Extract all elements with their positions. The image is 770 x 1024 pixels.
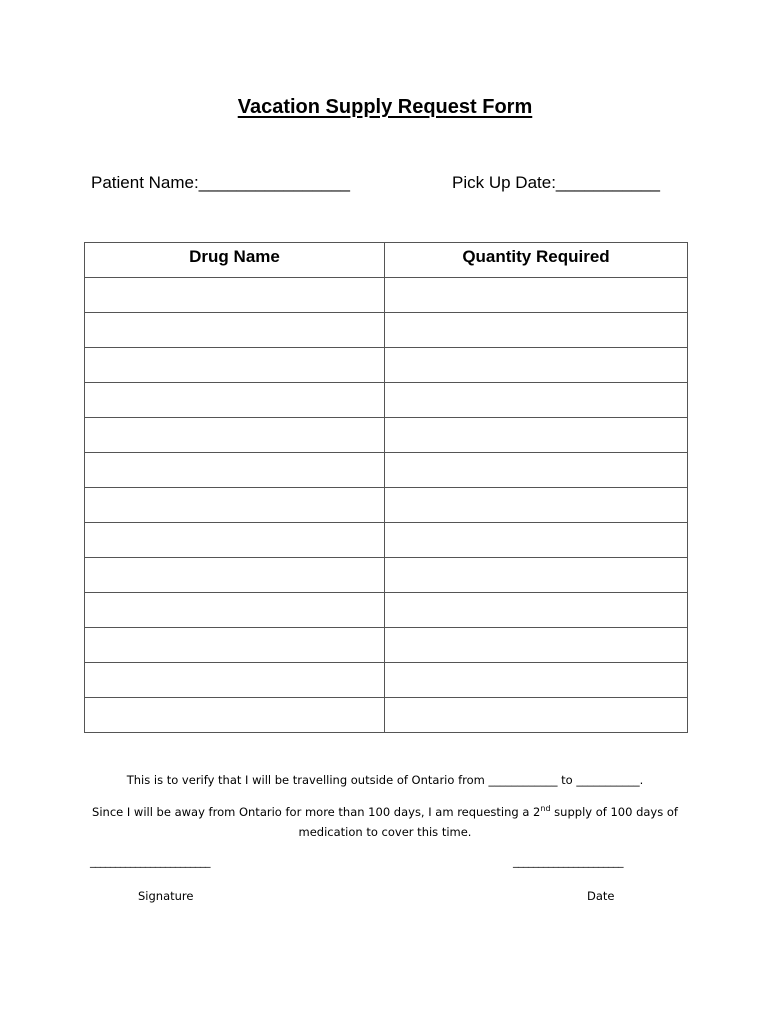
supply-request-text-line2: medication to cover this time. bbox=[298, 825, 472, 839]
supply-request-text: Since I will be away from Ontario for more than 100 days, I am requesting a 2 bbox=[92, 805, 541, 819]
drug-name-cell[interactable] bbox=[85, 348, 385, 383]
table-header-row bbox=[85, 243, 688, 278]
travel-verification-statement: This is to verify that I will be travelling outside of Ontario from ____________ to ___________. bbox=[126, 773, 644, 787]
quantity-cell[interactable] bbox=[385, 418, 688, 453]
drug-name-cell[interactable] bbox=[85, 593, 385, 628]
supply-request-statement bbox=[0, 802, 770, 842]
table-row bbox=[85, 383, 688, 418]
table-row bbox=[85, 663, 688, 698]
drug-name-cell[interactable] bbox=[85, 663, 385, 698]
drug-name-cell[interactable] bbox=[85, 628, 385, 663]
supply-request-text-end: supply of 100 days of bbox=[550, 805, 678, 819]
pickup-date-field[interactable]: Pick Up Date:___________ bbox=[452, 173, 660, 192]
drug-name-cell[interactable] bbox=[85, 523, 385, 558]
table-row bbox=[85, 558, 688, 593]
quantity-cell[interactable] bbox=[385, 313, 688, 348]
drug-name-cell[interactable] bbox=[85, 313, 385, 348]
drug-table bbox=[84, 242, 688, 733]
quantity-cell[interactable] bbox=[385, 628, 688, 663]
table-row bbox=[85, 313, 688, 348]
table-row bbox=[85, 593, 688, 628]
signature-label: Signature bbox=[138, 889, 194, 903]
table-row bbox=[85, 628, 688, 663]
drug-name-cell[interactable] bbox=[85, 383, 385, 418]
table-row bbox=[85, 418, 688, 453]
form-title: Vacation Supply Request Form bbox=[237, 96, 533, 118]
quantity-cell[interactable] bbox=[385, 383, 688, 418]
drug-name-cell[interactable] bbox=[85, 558, 385, 593]
drug-name-cell[interactable] bbox=[85, 698, 385, 733]
drug-name-header: Drug Name bbox=[85, 243, 385, 278]
table-row bbox=[85, 453, 688, 488]
drug-name-cell[interactable] bbox=[85, 418, 385, 453]
quantity-cell[interactable] bbox=[385, 523, 688, 558]
quantity-cell[interactable] bbox=[385, 278, 688, 313]
table-row bbox=[85, 698, 688, 733]
date-label: Date bbox=[587, 889, 615, 903]
patient-name-field[interactable]: Patient Name:________________ bbox=[91, 173, 350, 192]
table-row bbox=[85, 278, 688, 313]
drug-name-cell[interactable] bbox=[85, 278, 385, 313]
table-row bbox=[85, 523, 688, 558]
quantity-cell[interactable] bbox=[385, 348, 688, 383]
quantity-cell[interactable] bbox=[385, 558, 688, 593]
quantity-cell[interactable] bbox=[385, 453, 688, 488]
quantity-cell[interactable] bbox=[385, 698, 688, 733]
date-line[interactable]: ______________________ bbox=[513, 855, 623, 868]
quantity-cell[interactable] bbox=[385, 663, 688, 698]
ordinal-suffix: nd bbox=[540, 804, 551, 814]
table-row bbox=[85, 488, 688, 523]
signature-line[interactable]: ________________________ bbox=[90, 855, 210, 868]
quantity-required-header: Quantity Required bbox=[385, 243, 688, 278]
quantity-cell[interactable] bbox=[385, 488, 688, 523]
table-row bbox=[85, 348, 688, 383]
drug-name-cell[interactable] bbox=[85, 488, 385, 523]
table-body bbox=[85, 278, 688, 733]
quantity-cell[interactable] bbox=[385, 593, 688, 628]
drug-name-cell[interactable] bbox=[85, 453, 385, 488]
